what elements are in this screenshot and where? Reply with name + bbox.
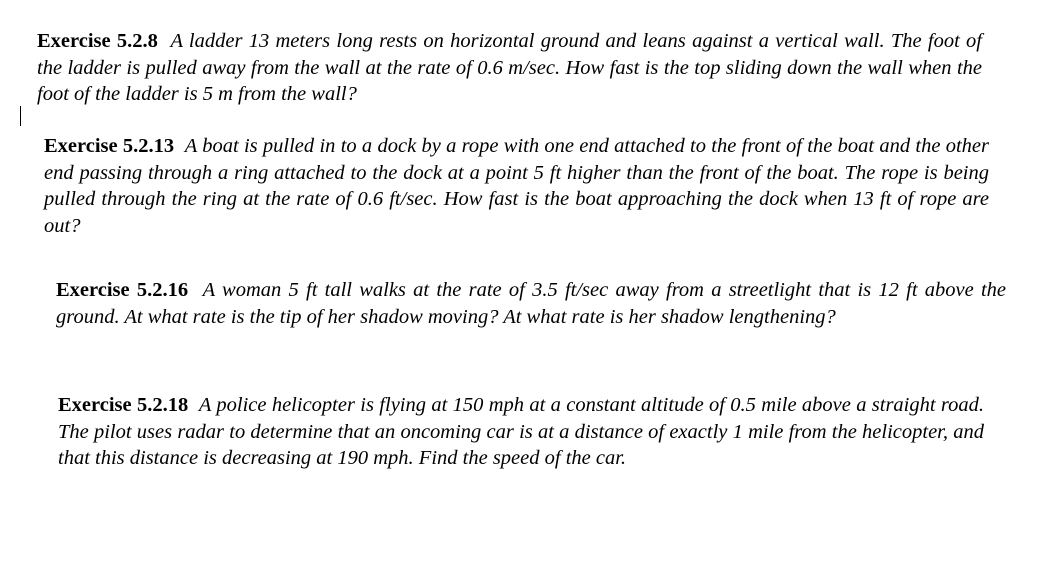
exercise-label: Exercise 5.2.8	[37, 30, 158, 52]
exercise-5-2-16	[56, 277, 1006, 330]
exercise-5-2-13	[44, 133, 989, 239]
exercise-label: Exercise 5.2.13	[44, 135, 175, 157]
exercise-text: A police helicopter is flying at 150 mph at a constant altitude of 0.5 mile above a straight road. The pilot uses radar to determine that an oncoming car is at a distance of exactly 1 mile from the helicopter, and that this distance is decreasing at 190 mph. Find the speed of the car.	[58, 394, 985, 469]
exercise-5-2-8	[37, 28, 982, 108]
exercise-text: A boat is pulled in to a dock by a rope with one end attached to the front of the boat and the other end passing through a ring attached to the dock at a point 5 ft higher than the front of the boat. The rope is being pulled through the ring at the rate of 0.6 ft/sec. How fast is the boat approaching the dock when 13 ft of rope are out?	[44, 135, 990, 237]
exercise-label: Exercise 5.2.16	[56, 279, 189, 301]
exercise-5-2-18	[58, 392, 984, 472]
exercise-text: A woman 5 ft tall walks at the rate of 3.5 ft/sec away from a streetlight that is 12 ft above the ground. At what rate is the tip of her shadow moving? At what rate is her shadow lengthening?	[56, 279, 1006, 328]
text-cursor	[20, 106, 21, 126]
exercise-text: A ladder 13 meters long rests on horizontal ground and leans against a vertical wall. The foot of the ladder is pulled away from the wall at the rate of 0.6 m/sec. How fast is the top sliding down the wall when the foot of the ladder is 5 m from the wall?	[37, 30, 983, 105]
exercise-label: Exercise 5.2.18	[58, 394, 189, 416]
